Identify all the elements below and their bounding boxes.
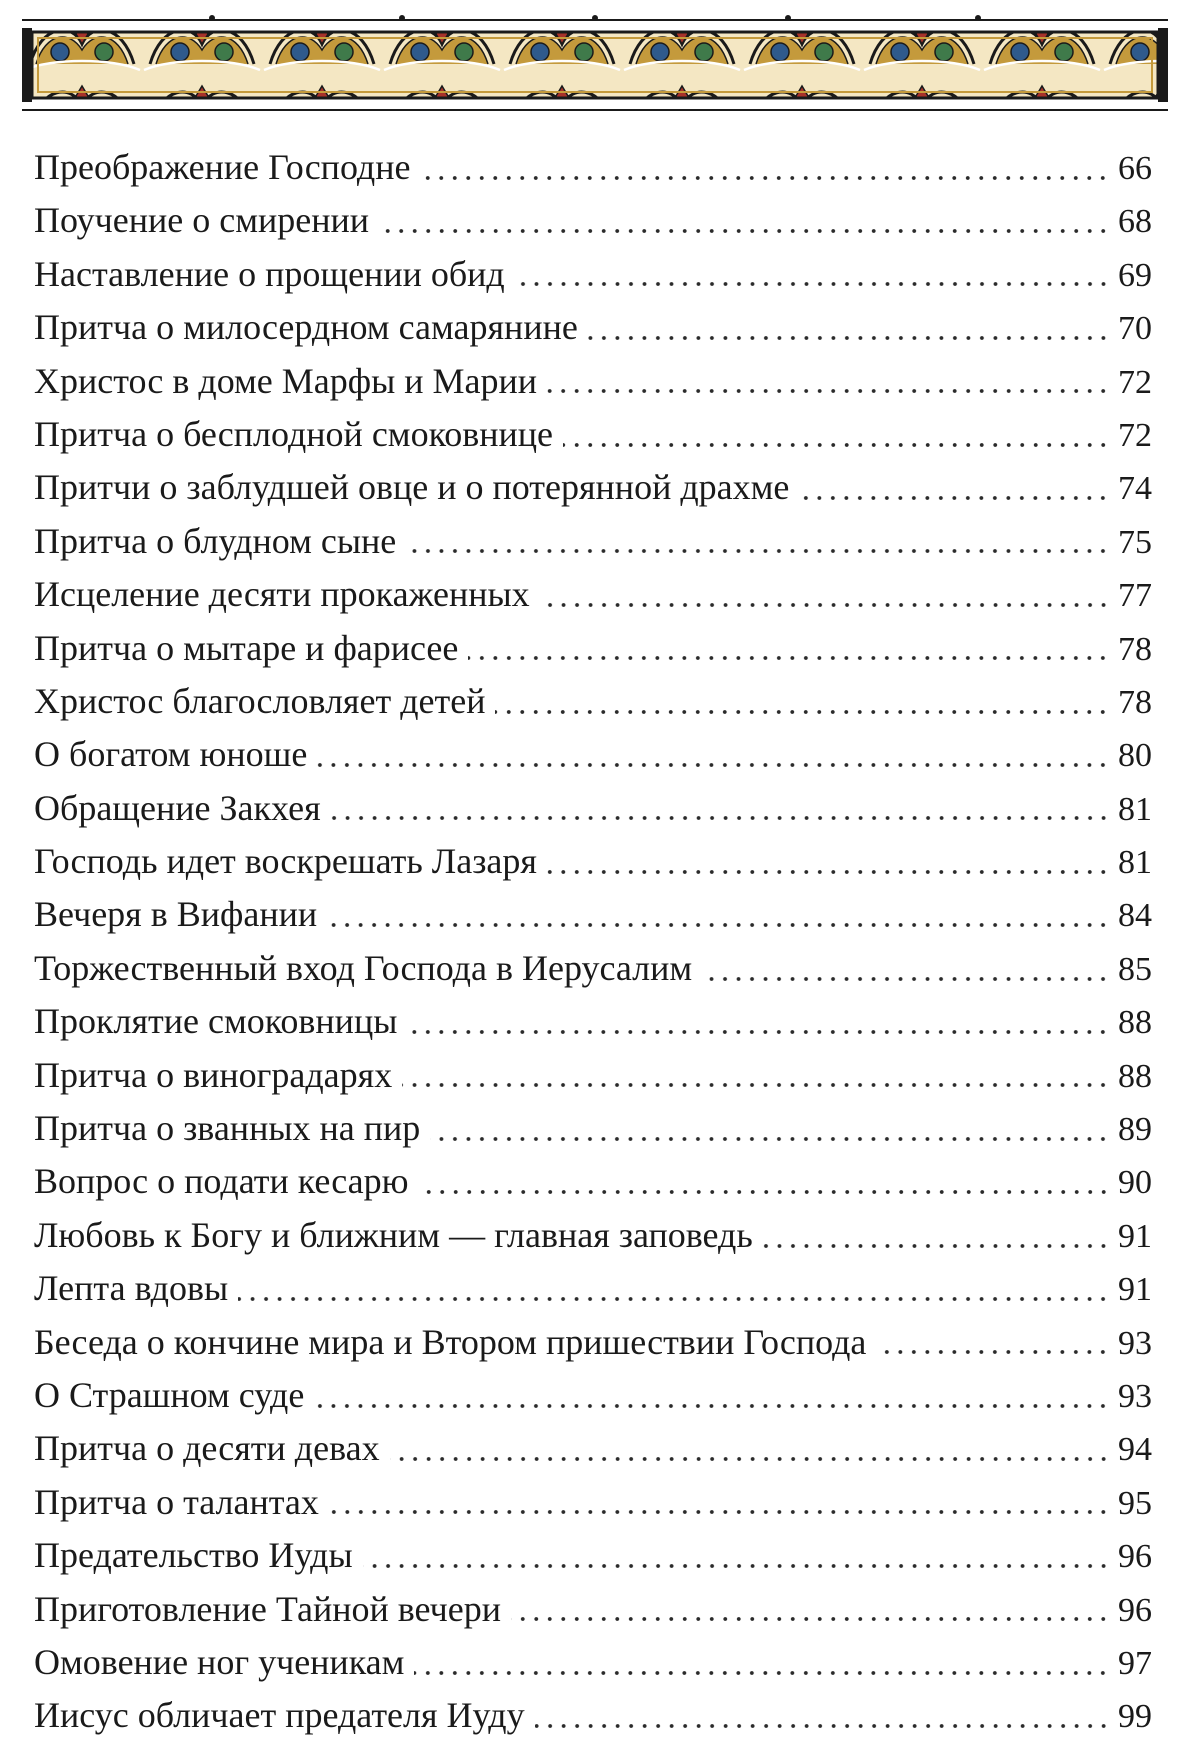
- toc-entry-title: Притчи о заблудшей овце и о потерянной драхме: [34, 467, 790, 508]
- toc-entry-title: Притча о талантах: [34, 1481, 319, 1522]
- toc-entry-page: 72: [1118, 363, 1152, 401]
- table-of-contents: [34, 141, 1152, 1743]
- toc-entry-page: 93: [1118, 1324, 1152, 1362]
- toc-entry[interactable]: [34, 1155, 1152, 1208]
- toc-entry-title: Поучение о смирении: [34, 200, 370, 241]
- toc-entry-page: 99: [1118, 1698, 1152, 1736]
- dot-leader: [419, 1189, 1110, 1195]
- toc-entry-title: Притча о десяти девах: [34, 1428, 380, 1469]
- toc-entry-title: Иисус обличает предателя Иуду: [34, 1695, 525, 1736]
- toc-entry-title: Лепта вдовы: [34, 1268, 229, 1309]
- dot-leader: [540, 602, 1110, 608]
- dot-leader: [314, 1403, 1110, 1409]
- toc-entry[interactable]: [34, 622, 1152, 675]
- toc-entry[interactable]: [34, 1529, 1152, 1582]
- dot-leader: [515, 281, 1110, 287]
- toc-entry-page: 66: [1118, 150, 1152, 187]
- toc-entry-title: Омовение ног ученикам: [34, 1641, 405, 1682]
- toc-entry-page: 89: [1118, 1111, 1152, 1149]
- dot-leader: [329, 1509, 1110, 1515]
- toc-entry-title: Обращение Закхея: [34, 787, 321, 828]
- toc-entry-page: 70: [1118, 310, 1152, 348]
- toc-entry-title: О богатом юноше: [34, 734, 308, 775]
- dot-leader: [799, 495, 1110, 501]
- toc-entry-title: Притча о блудном сыне: [34, 520, 397, 561]
- toc-entry-title: Предательство Иуды: [34, 1535, 353, 1576]
- toc-entry[interactable]: [34, 1316, 1152, 1369]
- toc-entry-page: 80: [1118, 737, 1152, 775]
- dot-leader: [238, 1296, 1110, 1302]
- dot-leader: [876, 1349, 1110, 1355]
- toc-entry[interactable]: [34, 888, 1152, 941]
- toc-entry[interactable]: [34, 355, 1152, 408]
- toc-entry-page: 94: [1118, 1431, 1152, 1469]
- dot-leader: [317, 762, 1110, 768]
- dot-leader: [407, 1029, 1110, 1035]
- toc-entry-title: Вечеря в Вифании: [34, 894, 318, 935]
- dot-leader: [430, 1136, 1110, 1142]
- toc-entry[interactable]: [34, 995, 1152, 1048]
- dot-leader: [547, 388, 1110, 394]
- toc-entry-title: Приготовление Тайной вечери: [34, 1588, 501, 1629]
- toc-entry-title: Притча о милосердном самарянине: [34, 307, 578, 348]
- toc-entry[interactable]: [34, 248, 1152, 301]
- toc-entry[interactable]: [34, 301, 1152, 354]
- dot-leader: [588, 335, 1110, 341]
- toc-entry[interactable]: [34, 942, 1152, 995]
- toc-entry[interactable]: [34, 408, 1152, 461]
- toc-entry-page: 68: [1118, 203, 1152, 241]
- toc-entry-title: Беседа о кончине мира и Втором пришествии Господа: [34, 1321, 867, 1362]
- toc-entry-page: 69: [1118, 256, 1152, 294]
- toc-entry-page: 78: [1118, 630, 1152, 668]
- toc-entry[interactable]: [34, 1209, 1152, 1262]
- toc-entry[interactable]: [34, 515, 1152, 568]
- toc-entry-page: 88: [1118, 1004, 1152, 1042]
- toc-entry[interactable]: [34, 1102, 1152, 1155]
- dot-leader: [390, 1456, 1110, 1462]
- dot-leader: [379, 228, 1110, 234]
- toc-entry-page: 78: [1118, 683, 1152, 721]
- toc-entry-page: 81: [1118, 844, 1152, 882]
- toc-entry-title: Христос благословляет детей: [34, 680, 486, 721]
- toc-entry-page: 91: [1118, 1271, 1152, 1309]
- toc-entry[interactable]: [34, 1476, 1152, 1529]
- toc-entry[interactable]: [34, 461, 1152, 514]
- toc-entry[interactable]: [34, 1422, 1152, 1475]
- toc-entry-page: 93: [1118, 1377, 1152, 1415]
- toc-entry-page: 96: [1118, 1538, 1152, 1576]
- toc-entry-page: 72: [1118, 416, 1152, 454]
- toc-entry[interactable]: [34, 194, 1152, 247]
- dot-leader: [535, 1723, 1110, 1729]
- toc-entry[interactable]: [34, 1583, 1152, 1636]
- toc-entry-page: 84: [1118, 897, 1152, 935]
- toc-entry[interactable]: [34, 1049, 1152, 1102]
- toc-entry[interactable]: [34, 728, 1152, 781]
- toc-entry[interactable]: [34, 782, 1152, 835]
- toc-entry[interactable]: [34, 675, 1152, 728]
- toc-entry-title: Притча о званных на пир: [34, 1108, 421, 1149]
- toc-entry[interactable]: [34, 141, 1152, 194]
- dot-leader: [331, 815, 1110, 821]
- toc-entry[interactable]: [34, 1689, 1152, 1742]
- toc-entry-title: Проклятие смоковницы: [34, 1001, 398, 1042]
- toc-entry-title: Господь идет воскрешать Лазаря: [34, 841, 537, 882]
- toc-entry-page: 85: [1118, 950, 1152, 988]
- toc-entry[interactable]: [34, 568, 1152, 621]
- toc-entry-title: Христос в доме Марфы и Марии: [34, 360, 538, 401]
- toc-entry-page: 75: [1118, 523, 1152, 561]
- dot-leader: [420, 175, 1110, 181]
- toc-entry-title: Преображение Господне: [34, 147, 411, 187]
- toc-entry[interactable]: [34, 1369, 1152, 1422]
- toc-entry[interactable]: [34, 1636, 1152, 1689]
- toc-entry-title: О Страшном суде: [34, 1374, 305, 1415]
- toc-entry-page: 91: [1118, 1217, 1152, 1255]
- toc-entry-page: 96: [1118, 1591, 1152, 1629]
- dot-leader: [327, 922, 1110, 928]
- dot-leader: [702, 976, 1110, 982]
- toc-entry-page: 81: [1118, 790, 1152, 828]
- toc-entry-title: Вопрос о подати кесарю: [34, 1161, 409, 1202]
- toc-entry-page: 90: [1118, 1164, 1152, 1202]
- toc-entry-title: Исцеление десяти прокаженных: [34, 574, 530, 615]
- toc-entry-title: Наставление о прощении обид: [34, 253, 505, 294]
- dot-leader: [547, 869, 1110, 875]
- dot-leader: [363, 1563, 1110, 1569]
- dot-leader: [763, 1243, 1110, 1249]
- toc-entry-page: 77: [1118, 577, 1152, 615]
- toc-entry-title: Притча о бесплодной смоковнице: [34, 413, 554, 454]
- dot-leader: [402, 1082, 1110, 1088]
- dot-leader: [406, 548, 1110, 554]
- toc-entry-title: Торжественный вход Господа в Иерусалим: [34, 947, 693, 988]
- dot-leader: [468, 655, 1110, 661]
- dot-leader: [414, 1670, 1110, 1676]
- toc-entry[interactable]: [34, 835, 1152, 888]
- dot-leader: [511, 1616, 1110, 1622]
- celtic-interlace-ornament-icon: [22, 14, 1168, 116]
- toc-entry-title: Любовь к Богу и ближним — главная заповедь: [34, 1214, 753, 1255]
- toc-entry-page: 74: [1118, 470, 1152, 508]
- dot-leader: [563, 442, 1110, 448]
- toc-entry[interactable]: [34, 1262, 1152, 1315]
- toc-entry-title: Притча о виноградарях: [34, 1054, 393, 1095]
- toc-entry-page: 95: [1118, 1484, 1152, 1522]
- toc-entry-title: Притча о мытаре и фарисее: [34, 627, 459, 668]
- toc-entry-page: 88: [1118, 1057, 1152, 1095]
- dot-leader: [495, 709, 1110, 715]
- toc-entry-page: 97: [1118, 1644, 1152, 1682]
